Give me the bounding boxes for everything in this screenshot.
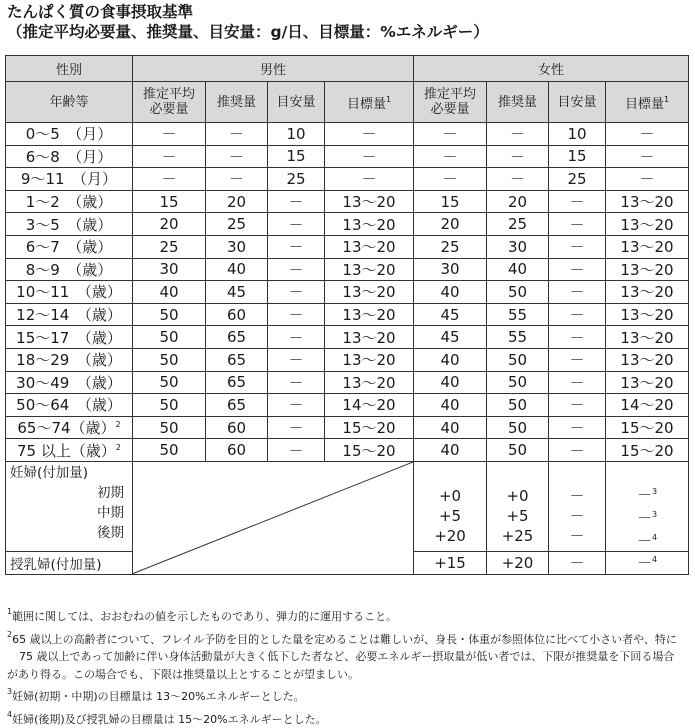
footnote-4 [7, 706, 689, 728]
header-male-ai: 目安量 [268, 82, 325, 123]
header-age: 年齢等 [6, 82, 133, 123]
male-not-applicable-cell [133, 461, 414, 574]
page-title [7, 2, 489, 42]
footnote-1-text: 範囲に関しては、おおむねの値を示したものであり、弾力的に運用すること。 [12, 610, 397, 623]
male-ai-cell: － [268, 258, 325, 281]
header-female-ai: 目安量 [549, 82, 606, 123]
male-dg-cell: － [325, 168, 414, 191]
female-dg-cell: 13～20 [606, 348, 689, 371]
lactating-ear: +15 [414, 551, 487, 574]
header-female-dg-note: 1 [664, 95, 669, 104]
lactating-label: 授乳婦(付加量) [6, 551, 133, 574]
male-ear-cell: 40 [133, 281, 206, 304]
pregnant-rda-mid: +5 [506, 507, 528, 525]
female-ear-cell: 30 [414, 258, 487, 281]
protein-intake-table [5, 55, 689, 575]
female-rda-cell: 50 [487, 416, 549, 439]
age-label: 9～11 （月） [21, 170, 117, 188]
table-header [6, 56, 689, 123]
female-dg-cell: 13～20 [606, 190, 689, 213]
male-ear-cell: 50 [133, 394, 206, 417]
female-ai-cell: － [549, 394, 606, 417]
female-ear-cell: 40 [414, 348, 487, 371]
age-label: 75 以上（歳） [17, 442, 116, 460]
table-row [6, 326, 689, 349]
footnote-2-mark: 2 [7, 630, 12, 639]
table-row [6, 394, 689, 417]
pregnant-dg-late-note: 4 [652, 533, 657, 542]
age-cell [6, 281, 133, 304]
age-cell [6, 394, 133, 417]
male-ai-cell: － [268, 416, 325, 439]
female-ear-cell: 15 [414, 190, 487, 213]
female-ear-cell: 20 [414, 213, 487, 236]
pregnant-ear-cell [414, 461, 487, 551]
table-row [6, 123, 689, 146]
female-ai-cell: － [549, 326, 606, 349]
female-ai-cell: － [549, 348, 606, 371]
female-ai-cell: － [549, 303, 606, 326]
diagonal-line [133, 462, 413, 574]
pregnant-ear-mid: +5 [439, 507, 461, 525]
male-ai-cell: － [268, 371, 325, 394]
female-ai-cell: － [549, 439, 606, 462]
male-rda-cell: － [206, 145, 268, 168]
age-cell [6, 213, 133, 236]
female-ai-cell: － [549, 190, 606, 213]
female-ai-cell: 10 [549, 123, 606, 146]
title-line-2: （推定平均必要量、推奨量、目安量：g/日、目標量：%エネルギー） [7, 22, 489, 42]
female-ai-cell: 25 [549, 168, 606, 191]
table-row [6, 213, 689, 236]
female-dg-cell: 15～20 [606, 439, 689, 462]
male-ai-cell: － [268, 303, 325, 326]
age-label: 30～49 （歳） [16, 374, 122, 392]
age-label: 6～8 （月） [26, 148, 113, 166]
pregnant-dg-late: － [637, 532, 652, 550]
male-dg-cell: 13～20 [325, 348, 414, 371]
pregnant-ai-cell [549, 461, 606, 551]
header-female-ear-line2: 必要量 [431, 102, 470, 117]
table-row [6, 371, 689, 394]
female-rda-cell: 55 [487, 326, 549, 349]
female-ear-cell: 45 [414, 303, 487, 326]
male-ear-cell: 50 [133, 303, 206, 326]
header-female-dg [606, 82, 689, 123]
female-ear-cell: 40 [414, 394, 487, 417]
female-rda-cell: 50 [487, 281, 549, 304]
female-ear-cell: － [414, 168, 487, 191]
footnote-3-text: 妊婦(初期・中期)の目標量は 13～20%エネルギーとした。 [12, 690, 305, 703]
female-rda-cell: － [487, 168, 549, 191]
male-ear-cell: 50 [133, 348, 206, 371]
age-cell [6, 258, 133, 281]
male-rda-cell: 65 [206, 348, 268, 371]
footnote-1-mark: 1 [7, 607, 12, 616]
male-rda-cell: － [206, 123, 268, 146]
table-row [6, 235, 689, 258]
female-dg-cell: 15～20 [606, 416, 689, 439]
male-ai-cell: － [268, 281, 325, 304]
header-female-ear-line1: 推定平均 [424, 87, 476, 102]
female-rda-cell: 50 [487, 348, 549, 371]
male-dg-cell: － [325, 145, 414, 168]
age-label: 6～7 （歳） [26, 238, 113, 256]
female-ai-cell: － [549, 213, 606, 236]
header-male-ear-line1: 推定平均 [143, 87, 195, 102]
header-female-dg-label: 目標量 [625, 97, 664, 112]
male-dg-cell: 13～20 [325, 235, 414, 258]
lactating-dg: － [637, 554, 652, 572]
female-dg-cell: 13～20 [606, 371, 689, 394]
female-dg-cell: 13～20 [606, 326, 689, 349]
age-cell [6, 303, 133, 326]
female-dg-cell: － [606, 145, 689, 168]
male-rda-cell: 60 [206, 439, 268, 462]
female-rda-cell: 50 [487, 439, 549, 462]
footnote-1 [7, 603, 689, 626]
male-ear-cell: 25 [133, 235, 206, 258]
male-rda-cell: 60 [206, 416, 268, 439]
female-rda-cell: 55 [487, 303, 549, 326]
age-note: 2 [116, 443, 121, 452]
age-cell [6, 326, 133, 349]
pregnant-ear-early: +0 [439, 487, 461, 505]
male-ear-cell: 50 [133, 439, 206, 462]
pregnant-ai-late: － [570, 527, 585, 545]
male-rda-cell: 20 [206, 190, 268, 213]
age-cell [6, 348, 133, 371]
male-ear-cell: 50 [133, 416, 206, 439]
male-dg-cell: － [325, 123, 414, 146]
table-row [6, 303, 689, 326]
male-dg-cell: 13～20 [325, 303, 414, 326]
female-dg-cell: 13～20 [606, 235, 689, 258]
header-male-ear-line2: 必要量 [149, 102, 188, 117]
male-rda-cell: 60 [206, 303, 268, 326]
header-female: 女性 [414, 56, 689, 82]
female-dg-cell: 13～20 [606, 213, 689, 236]
male-ear-cell: － [133, 168, 206, 191]
female-rda-cell: － [487, 145, 549, 168]
footnote-3-mark: 3 [7, 687, 12, 696]
pregnant-dg-mid: － [637, 509, 652, 527]
footnote-2-text-a: 65 歳以上の高齢者について、フレイル予防を目的とした量を定めることは難しいが、身長・体重が参照体位に比べて小さい者や、特に [12, 633, 677, 646]
female-dg-cell: 13～20 [606, 258, 689, 281]
pregnant-dg-early: － [637, 486, 652, 504]
female-ai-cell: － [549, 235, 606, 258]
header-female-ear [414, 82, 487, 123]
pregnant-ear-late: +20 [434, 527, 466, 545]
header-male-rda: 推奨量 [206, 82, 268, 123]
male-dg-cell: 13～20 [325, 371, 414, 394]
table-row [6, 439, 689, 462]
table-row [6, 258, 689, 281]
male-ear-cell: 50 [133, 371, 206, 394]
female-ear-cell: － [414, 123, 487, 146]
female-rda-cell: 20 [487, 190, 549, 213]
header-row-columns [6, 82, 689, 123]
male-dg-cell: 13～20 [325, 258, 414, 281]
pregnant-rda-early: +0 [506, 487, 528, 505]
age-label: 18～29 （歳） [16, 351, 122, 369]
female-ear-cell: － [414, 145, 487, 168]
female-dg-cell: － [606, 168, 689, 191]
lactating-dg-cell [606, 551, 689, 574]
age-cell [6, 123, 133, 146]
header-sex: 性別 [6, 56, 133, 82]
male-rda-cell: 30 [206, 235, 268, 258]
table-row [6, 168, 689, 191]
male-dg-cell: 14～20 [325, 394, 414, 417]
pregnant-early-label: 初期 [10, 483, 128, 503]
male-dg-cell: 13～20 [325, 281, 414, 304]
header-row-sex [6, 56, 689, 82]
male-ai-cell: － [268, 326, 325, 349]
male-ai-cell: － [268, 235, 325, 258]
female-ai-cell: － [549, 258, 606, 281]
female-rda-cell: － [487, 123, 549, 146]
table-row [6, 348, 689, 371]
table-row [6, 416, 689, 439]
male-ai-cell: 15 [268, 145, 325, 168]
male-ear-cell: － [133, 145, 206, 168]
footnotes [7, 603, 689, 728]
male-rda-cell: 40 [206, 258, 268, 281]
age-cell [6, 190, 133, 213]
age-note: 2 [116, 420, 121, 429]
female-ear-cell: 40 [414, 416, 487, 439]
age-cell [6, 168, 133, 191]
pregnant-dg-cell [606, 461, 689, 551]
age-cell [6, 235, 133, 258]
age-cell [6, 416, 133, 439]
header-male-ear [133, 82, 206, 123]
male-ai-cell: － [268, 190, 325, 213]
table-row [6, 190, 689, 213]
pregnant-dg-early-note: 3 [652, 487, 657, 496]
age-cell [6, 439, 133, 462]
pregnant-label: 妊婦(付加量) [10, 465, 88, 481]
female-dg-cell: － [606, 123, 689, 146]
male-dg-cell: 15～20 [325, 439, 414, 462]
female-dg-cell: 13～20 [606, 303, 689, 326]
title-line-1: たんぱく質の食事摂取基準 [7, 3, 193, 21]
male-ear-cell: 50 [133, 326, 206, 349]
male-ai-cell: － [268, 213, 325, 236]
female-rda-cell: 30 [487, 235, 549, 258]
age-label: 3～5 （歳） [26, 216, 113, 234]
age-cell [6, 371, 133, 394]
male-dg-cell: 15～20 [325, 416, 414, 439]
female-ai-cell: － [549, 281, 606, 304]
age-cell [6, 145, 133, 168]
pregnant-rda-cell [487, 461, 549, 551]
female-ai-cell: 15 [549, 145, 606, 168]
male-ai-cell: 25 [268, 168, 325, 191]
table-body [6, 123, 689, 575]
male-rda-cell: 65 [206, 326, 268, 349]
pregnant-rda-late: +25 [502, 527, 534, 545]
age-label: 1～2 （歳） [26, 193, 113, 211]
age-label: 10～11 （歳） [16, 283, 122, 301]
footnote-4-text: 妊婦(後期)及び授乳婦の目標量は 15～20%エネルギーとした。 [12, 713, 327, 726]
male-dg-cell: 13～20 [325, 213, 414, 236]
male-rda-cell: 65 [206, 394, 268, 417]
table-row [6, 281, 689, 304]
female-ear-cell: 40 [414, 281, 487, 304]
male-rda-cell: 45 [206, 281, 268, 304]
male-ai-cell: － [268, 439, 325, 462]
age-label: 0～5 （月） [26, 125, 113, 143]
age-label: 12～14 （歳） [16, 306, 122, 324]
age-label: 50～64 （歳） [16, 396, 122, 414]
female-ear-cell: 25 [414, 235, 487, 258]
male-rda-cell: － [206, 168, 268, 191]
male-rda-cell: 25 [206, 213, 268, 236]
male-ear-cell: 30 [133, 258, 206, 281]
header-male-dg-label: 目標量 [347, 97, 386, 112]
male-ear-cell: － [133, 123, 206, 146]
male-dg-cell: 13～20 [325, 190, 414, 213]
pregnant-late-label: 後期 [10, 523, 128, 543]
female-dg-cell: 13～20 [606, 281, 689, 304]
footnote-2-cont-1: 75 歳以上であって加齢に伴い身体活動量が大きく低下した者など、必要エネルギー摂取量が低い者では、下限が推奨量を下回る場合 [7, 648, 689, 666]
pregnant-ai-mid: － [570, 507, 585, 525]
pregnant-mid-label: 中期 [10, 503, 128, 523]
female-rda-cell: 50 [487, 394, 549, 417]
lactating-rda: +20 [487, 551, 549, 574]
male-ear-cell: 15 [133, 190, 206, 213]
female-rda-cell: 40 [487, 258, 549, 281]
footnote-3 [7, 683, 689, 706]
footnote-2-cont-2: があり得る。この場合でも、下限は推奨量以上とすることが望ましい。 [7, 666, 689, 684]
pregnant-ai-early: － [570, 487, 585, 505]
female-ear-cell: 40 [414, 439, 487, 462]
pregnant-dg-mid-note: 3 [652, 510, 657, 519]
male-ear-cell: 20 [133, 213, 206, 236]
lactating-dg-note: 4 [652, 555, 657, 564]
female-rda-cell: 25 [487, 213, 549, 236]
female-ai-cell: － [549, 371, 606, 394]
male-dg-cell: 13～20 [325, 326, 414, 349]
male-rda-cell: 65 [206, 371, 268, 394]
table-row-pregnant [6, 461, 689, 551]
header-male-dg-note: 1 [386, 95, 391, 104]
age-label: 8～9 （歳） [26, 261, 113, 279]
footnote-2 [7, 626, 689, 649]
lactating-ai: － [549, 551, 606, 574]
female-rda-cell: 50 [487, 371, 549, 394]
header-male-dg [325, 82, 414, 123]
female-ear-cell: 45 [414, 326, 487, 349]
female-ai-cell: － [549, 416, 606, 439]
male-ai-cell: 10 [268, 123, 325, 146]
table-row [6, 145, 689, 168]
female-ear-cell: 40 [414, 371, 487, 394]
age-label: 65～74（歳） [17, 419, 115, 437]
age-label: 15～17 （歳） [16, 329, 122, 347]
footnote-4-mark: 4 [7, 710, 12, 719]
male-ai-cell: － [268, 394, 325, 417]
header-female-rda: 推奨量 [487, 82, 549, 123]
header-male: 男性 [133, 56, 414, 82]
male-ai-cell: － [268, 348, 325, 371]
pregnant-label-cell [6, 461, 133, 551]
female-dg-cell: 14～20 [606, 394, 689, 417]
